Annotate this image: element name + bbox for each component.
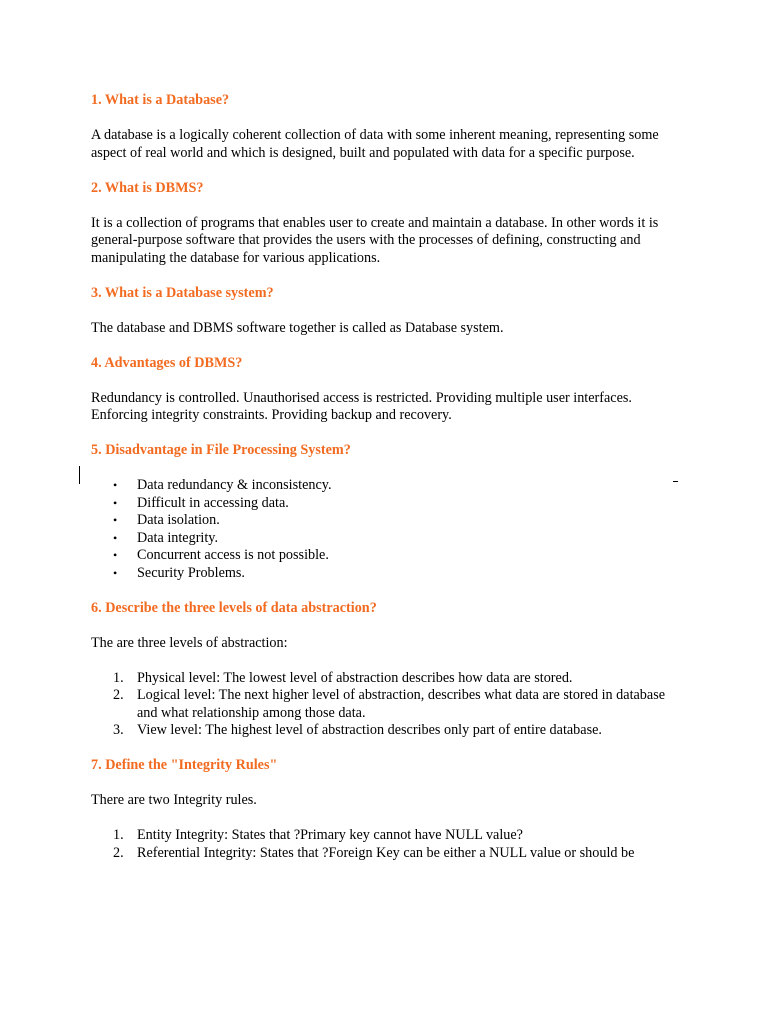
list-item <box>113 670 681 688</box>
section-heading: 1. What is a Database? <box>91 92 230 108</box>
section-heading: 5. Disadvantage in File Processing System? <box>91 442 351 458</box>
section-7 <box>91 757 681 862</box>
section-1 <box>91 92 681 180</box>
section-heading: 4. Advantages of DBMS? <box>91 354 243 371</box>
list-number: 3. <box>113 722 124 738</box>
section-body: Redundancy is controlled. Unauthorised access is restricted. Providing multiple user interfaces. Enforcing integrity constraints. Providing backup and recovery. <box>91 389 632 423</box>
section-body: A database is a logically coherent collection of data with some inherent meaning, representing some aspect of real world and which is designed, built and populated with data for a specific purpose. <box>91 127 659 161</box>
document-page <box>91 92 681 862</box>
numbered-list <box>91 670 681 740</box>
list-item <box>113 687 681 722</box>
list-item: • Difficult in accessing data. <box>113 495 681 513</box>
section-heading: 3. What is a Database system? <box>91 284 274 301</box>
section-body: The database and DBMS software together is called as Database system. <box>91 319 504 336</box>
list-number: 1. <box>113 669 124 686</box>
bullet-list <box>91 477 681 582</box>
list-item <box>113 845 681 863</box>
section-body: There are two Integrity rules. <box>91 792 257 808</box>
list-text: Entity Integrity: States that ?Primary key cannot have NULL value? <box>137 827 523 843</box>
section-heading: 6. Describe the three levels of data abstraction? <box>91 599 377 616</box>
list-item <box>113 827 681 845</box>
section-heading: 2. What is DBMS? <box>91 179 204 196</box>
section-3 <box>91 285 681 355</box>
list-text: Referential Integrity: States that ?Foreign Key can be either a NULL value or should be <box>137 844 635 861</box>
section-4 <box>91 355 681 443</box>
section-5 <box>91 442 681 600</box>
list-text: Physical level: The lowest level of abstraction describes how data are stored. <box>137 669 573 686</box>
list-item: • Concurrent access is not possible. <box>113 547 681 565</box>
list-number: 2. <box>113 844 124 861</box>
list-number: 2. <box>113 687 124 703</box>
list-text: View level: The highest level of abstraction describes only part of entire database. <box>137 722 602 738</box>
list-text: Logical level: The next higher level of abstraction, describes what data are stored in database and what relationship among those data. <box>137 687 666 721</box>
section-6 <box>91 600 681 758</box>
text-cursor-mark <box>79 466 80 484</box>
list-number: 1. <box>113 827 124 843</box>
section-body: It is a collection of programs that enables user to create and maintain a database. In other words it is general-purpose software that provides the users with the processes of defining, constructing and manipulating the database for various applications. <box>91 214 659 266</box>
section-2 <box>91 180 681 285</box>
list-item: • Data isolation. <box>113 512 681 530</box>
list-item: • Data redundancy & inconsistency. <box>113 477 681 495</box>
list-item <box>113 722 681 740</box>
list-item: • Data integrity. <box>113 530 681 548</box>
section-heading: 7. Define the "Integrity Rules" <box>91 757 278 773</box>
section-body: The are three levels of abstraction: <box>91 634 288 651</box>
list-item: • Security Problems. <box>113 565 681 583</box>
numbered-list <box>91 827 681 862</box>
